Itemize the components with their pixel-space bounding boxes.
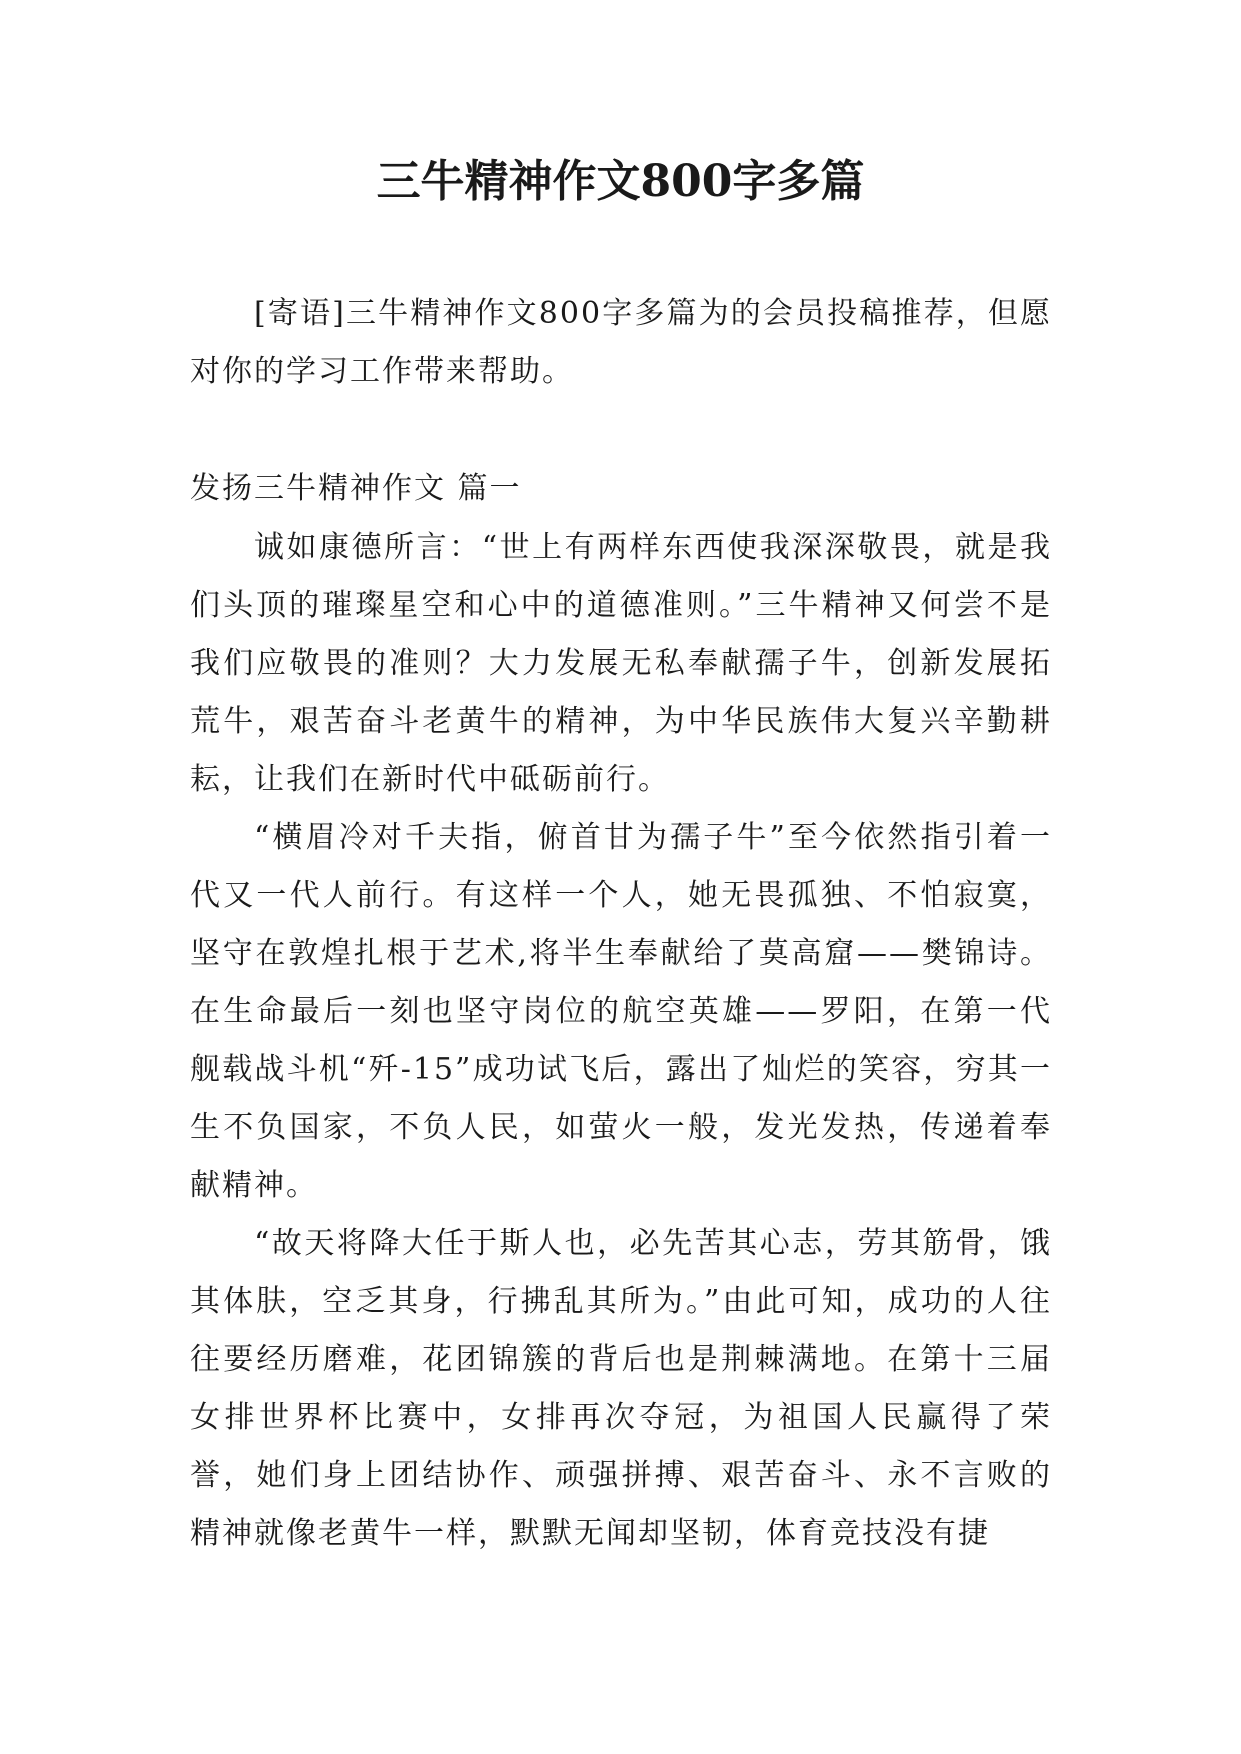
- section-heading: 发扬三牛精神作文 篇一: [190, 471, 522, 506]
- intro-block: [190, 285, 1052, 401]
- paragraph-2: “横眉冷对千夫指，俯首甘为孺子牛”至今依然指引着一代又一代人前行。有这样一个人，她无畏孤独、不怕寂寞，坚守在敦煌扎根于艺术,将半生奉献给了莫高窟——樊锦诗。在生命最后一刻也坚守岗位的航空英雄——罗阳，在第一代舰载战斗机“歼-15”成功试飞后，露出了灿烂的笑容，穷其一生不负国家，不负人民，如萤火一般，发光发热，传递着奉献精神。: [190, 820, 1052, 1203]
- paragraph-3: “故天将降大任于斯人也，必先苦其心志，劳其筋骨，饿其体肤，空乏其身，行拂乱其所为。”由此可知，成功的人往往要经历磨难，花团锦簇的背后也是荆棘满地。在第十三届女排世界杯比赛中，女排再次夺冠，为祖国人民赢得了荣誉，她们身上团结协作、顽强拼搏、艰苦奋斗、永不言败的精神就像老黄牛一样，默默无闻却坚韧，体育竞技没有捷: [190, 1226, 1052, 1551]
- article-body: [190, 519, 1052, 1563]
- intro-paragraph: [寄语]三牛精神作文800字多篇为的会员投稿推荐，但愿对你的学习工作带来帮助。: [190, 296, 1052, 389]
- document-title: 三牛精神作文800字多篇: [376, 156, 865, 207]
- paragraph-1: 诚如康德所言：“世上有两样东西使我深深敬畏，就是我们头顶的璀璨星空和心中的道德准则。”三牛精神又何尝不是我们应敬畏的准则？大力发展无私奉献孺子牛，创新发展拓荒牛，艰苦奋斗老黄牛的精神，为中华民族伟大复兴辛勤耕耘，让我们在新时代中砥砺前行。: [190, 530, 1052, 797]
